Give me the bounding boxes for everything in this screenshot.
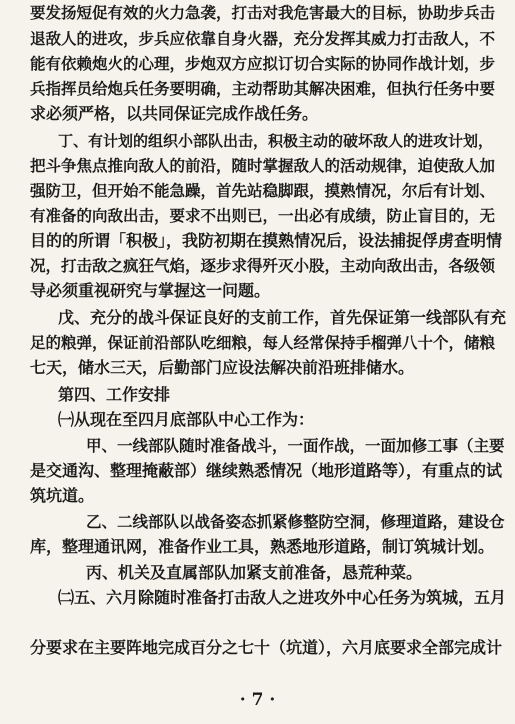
text-line: 有准备的向敌出击，要求不出则已，一出必有成绩，防止盲目的，无 [30, 206, 496, 225]
text-line: 兵指挥员给炮兵任务要明确，主动帮助其解决困难，但执行任务中要 [30, 79, 496, 98]
text-line: 是交通沟、整理掩蔽部）继续熟悉情况（地形道路等），有重点的试 [30, 461, 503, 480]
text-line: 退敌人的进攻，步兵应依靠自身火器，充分发挥其威力打击敌人，不 [30, 29, 496, 48]
text-line: 能有依赖炮火的心理，步炮双方应拟订切合实际的协同作战计划，步 [30, 54, 496, 73]
text-line: 目的的所谓「积极」，我防初期在摸熟情况后，设法捕捉俘虏查明情 [30, 231, 503, 250]
text-line: 七天，储水三天，后勤部门应设法解决前沿班排储水。 [30, 358, 415, 377]
text-line: 乙、二线部队以战备姿态抓紧修整防空洞，修理道路，建设仓 [86, 512, 505, 531]
section-heading: 第四、工作安排 [58, 385, 171, 404]
text-line: 况，打击敌之疯狂气焰，逐步求得歼灭小股，主动向敌出击，各级领 [30, 256, 496, 275]
text-line: 筑坑道。 [30, 486, 95, 505]
text-line: ㈡五、六月除随时准备打击敌人之进攻外中心任务为筑城，五月 [58, 588, 507, 607]
text-line: ㈠从现在至四月底部队中心工作为： [58, 410, 315, 429]
text-line: 足的粮弹，保证前沿部队吃细粮，每人经常保持手榴弹八十个，储粮 [30, 333, 496, 352]
text-line: 导必须重视研究与掌握这一问题。 [30, 281, 271, 300]
text-line: 强防卫，但开始不能急躁，首先站稳脚跟，摸熟情况，尔后有计划、 [30, 181, 496, 200]
text-line: 分要求在主要阵地完成百分之七十（坑道），六月底要求全部完成计 [30, 638, 503, 657]
text-line: 库，整理通讯网，准备作业工具，熟悉地形道路，制订筑城计划。 [30, 537, 495, 556]
text-line: 甲、一线部队随时准备战斗，一面作战，一面加修工事（主要 [86, 436, 505, 455]
text-line: 把斗争焦点推向敌人的前沿，随时掌握敌人的活动规律，迫使敌人加 [30, 156, 496, 175]
text-line: 戊、充分的战斗保证良好的支前工作，首先保证第一线部队有充 [58, 308, 507, 327]
page-number: · 7 · [239, 690, 276, 710]
text-line: 丙、机关及直属部队加紧支前准备，恳荒种菜。 [86, 563, 423, 582]
text-line: 丁、有计划的组织小部队出击，积极主动的破坏敌人的进攻计划， [58, 132, 494, 150]
text-line: 求必须严格，以共同保证完成作战任务。 [30, 104, 319, 123]
text-line: 要发扬短促有效的火力急袭，打击对我危害最大的目标，协助步兵击 [30, 3, 496, 22]
